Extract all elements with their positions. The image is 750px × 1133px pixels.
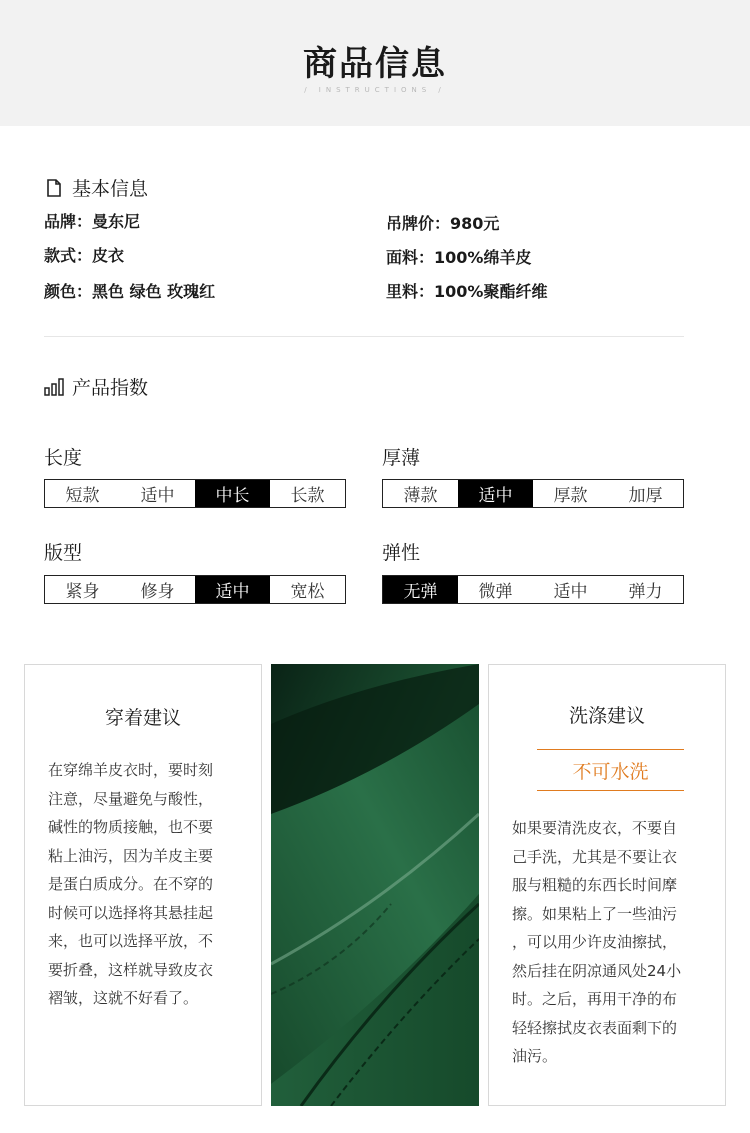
index-elasticity-scale: [382, 575, 684, 604]
info-color-value: 黑色 绿色 玫瑰红: [92, 282, 216, 301]
wear-advice-card: [24, 664, 262, 1106]
wash-advice-line: 己手洗，尤其是不要让衣: [512, 847, 678, 866]
scale-option: 微弹: [478, 582, 513, 602]
scale-option-selected: 适中: [458, 480, 533, 507]
wash-advice-line: 时。之后，再用干净的布: [512, 990, 678, 1008]
page-title: 商品信息: [303, 44, 447, 84]
scale-option: 短款: [65, 486, 100, 506]
scale-option: 适中: [553, 582, 588, 602]
wear-advice-line: 来，也可以选择平放，不: [48, 932, 214, 950]
scale-option: 加厚: [628, 486, 663, 506]
scale-option: 薄款: [403, 486, 438, 506]
page-header: [0, 0, 750, 126]
wear-advice-line: 碱性的物质接触，也不要: [48, 818, 214, 836]
wear-advice-line: 褶皱，这就不好看了。: [48, 989, 199, 1007]
no-water-wash-badge: [537, 749, 684, 791]
info-fabric-label: 面料：: [386, 248, 435, 267]
info-price: [386, 211, 499, 234]
scale-option: 长款: [290, 486, 325, 506]
product-index-heading: [44, 373, 148, 400]
info-price-value: 980元: [450, 214, 500, 233]
wash-advice-text: [512, 814, 681, 1071]
scale-option: 厚款: [553, 486, 588, 506]
index-length-label: 长度: [44, 447, 83, 469]
wear-advice-line: 在穿绵羊皮衣时，要时刻: [48, 761, 214, 779]
wash-advice-line: 服与粗糙的东西长时间摩: [512, 876, 678, 894]
scale-option: 适中: [140, 486, 175, 506]
info-style-label: 款式：: [44, 246, 93, 265]
wear-advice-line: 是蛋白质成分。在不穿的: [48, 875, 214, 893]
info-brand: [44, 209, 140, 232]
info-color: [44, 279, 215, 302]
info-style-value: 皮衣: [92, 246, 125, 265]
index-elasticity-label: 弹性: [382, 542, 421, 564]
info-brand-value: 曼东尼: [92, 212, 141, 231]
index-fit-scale: [44, 575, 346, 604]
scale-option-selected: 中长: [195, 480, 270, 507]
wash-advice-line: 如果要清洗皮衣，不要自: [512, 819, 678, 837]
wear-advice-line: 注意，尽量避免与酸性，: [48, 789, 214, 808]
info-color-label: 颜色：: [44, 282, 93, 301]
scale-option: 宽松: [290, 582, 325, 602]
wear-advice-title: 穿着建议: [104, 707, 181, 729]
bar-chart-icon: [44, 377, 64, 397]
info-fabric: [386, 245, 531, 268]
wear-advice-text: [48, 756, 213, 1013]
wash-advice-line: 油污。: [512, 1047, 558, 1065]
page-subtitle: / INSTRUCTIONS /: [304, 86, 446, 94]
wear-advice-line: 要折叠，这样就导致皮衣: [48, 960, 214, 979]
wash-advice-line: 轻轻擦拭皮衣表面剩下的: [512, 1018, 678, 1037]
wash-advice-line: ，可以用少许皮油擦拭，: [512, 933, 678, 951]
wear-advice-line: 粘上油污，因为羊皮主要: [48, 846, 214, 865]
scale-option: 紧身: [65, 582, 100, 602]
product-index-heading-label: 产品指数: [72, 377, 149, 399]
info-lining-label: 里料：: [386, 282, 435, 301]
info-lining: [386, 279, 547, 302]
info-fabric-value: 100%绵羊皮: [434, 248, 532, 267]
index-length-scale: [44, 479, 346, 508]
info-lining-value: 100%聚酯纤维: [434, 282, 548, 301]
scale-option-selected: 无弹: [383, 576, 458, 603]
basic-info-heading-label: 基本信息: [72, 178, 149, 200]
scale-option: 修身: [140, 582, 175, 602]
info-style: [44, 243, 124, 266]
wear-advice-line: 时候可以选择将其悬挂起: [48, 903, 214, 922]
info-brand-label: 品牌：: [44, 212, 93, 231]
scale-option-selected: 适中: [195, 576, 270, 603]
index-thickness-scale: [382, 479, 684, 508]
info-price-label: 吊牌价：: [386, 214, 451, 233]
wash-advice-card: [488, 664, 726, 1106]
no-water-wash-label: 不可水洗: [572, 760, 649, 783]
scale-option: 弹力: [628, 582, 663, 602]
wash-advice-line: 擦。如果粘上了一些油污: [512, 904, 678, 923]
wash-advice-line: 然后挂在阴凉通风处24小: [512, 961, 682, 980]
basic-info-heading: [44, 174, 148, 201]
leather-texture-image: [271, 664, 479, 1106]
wash-advice-title: 洗涤建议: [568, 705, 645, 727]
section-divider: [44, 336, 684, 337]
document-icon: [44, 178, 64, 198]
index-thickness-label: 厚薄: [382, 447, 421, 469]
index-fit-label: 版型: [44, 542, 83, 564]
